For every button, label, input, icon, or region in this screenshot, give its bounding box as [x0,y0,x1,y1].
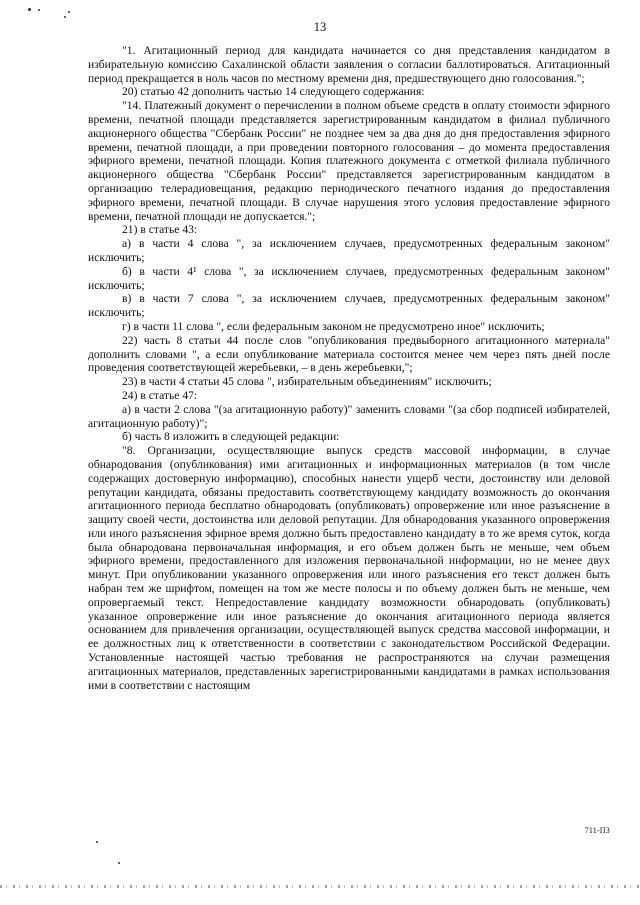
paragraph: б) в части 4¹ слова ", за исключением случаев, предусмотренных федеральным законом" исключить; [88,264,610,292]
paragraph: "14. Платежный документ о перечислении в полном объеме средств в оплату стоимости эфирного времени, печатной площади представляется зарегистрированным кандидатом в филиал публичного акционерного общества "Сбербанк России" не позднее чем за два дня до дня предоставления эфирного времени, печатной площади, а при проведении повторного голосования – до момента предоставления эфирного времени, печатной площади. Копия платежного документа с отметкой филиала публичного акционерного общества "Сбербанк России" представляется зарегистрированным кандидатом в организацию телерадиовещания, редакцию периодического печатного издания до предоставления эфирного времени, печатной площади. В случае нарушения этого условия предоставление эфирного времени, печатной площади не допускается."; [88,99,610,223]
paragraph: "1. Агитационный период для кандидата начинается со дня представления кандидатом в избирательную комиссию Сахалинской области заявления о согласии баллотироваться. Агитационный период прекращается в ноль часов по местному времени дня, предшествующего дню голосования."; [88,44,610,85]
scan-speck [38,9,40,11]
paragraph: 24) в статье 47: [122,388,198,402]
scan-speck [118,862,120,864]
scan-speck [64,16,66,18]
scan-speck [28,8,31,11]
paragraph: в) в части 7 слова ", за исключением случаев, предусмотренных федеральным законом" исключить; [88,292,610,320]
scan-speck [96,841,98,843]
paragraph: а) в части 2 слова "(за агитационную работу)" заменить словами "(за сбор подписей избирателей, агитационную работу)"; [88,402,610,430]
paragraph: г) в части 11 слова ", если федеральным законом не предусмотрено иное" исключить; [122,319,545,333]
footer-code: 711-П3 [584,826,610,835]
paragraph: 23) в части 4 статьи 45 слова ", избирательным объединениям" исключить; [122,375,492,389]
paragraph: 20) статью 42 дополнить частью 14 следующего содержания: [122,85,425,99]
scan-noise-line [0,885,640,888]
paragraph: б) часть 8 изложить в следующей редакции: [122,430,340,444]
scan-speck [68,11,70,13]
paragraph: 21) в статье 43: [122,223,198,237]
page-number: 13 [313,20,327,34]
paragraph: "8. Организации, осуществляющие выпуск средств массовой информации, в случае обнародования (опубликования) ими агитационных и информационных материалов (в том числе содержащих достоверную информацию), способных нанести ущерб чести, достоинству или деловой репутации кандидата, обязаны предоставить соответствующему кандидату возможность до окончания агитационного периода бесплатно обнародовать (опубликовать) опровержение или иное разъяснение в защиту своей чести, достоинства или деловой репутации. Для обнародования указанного опровержения или иного разъяснения эфирное время должно быть предоставлено кандидату в то же время суток, когда была обнародована первоначальная информация, и его объем должен быть не меньше, чем объем эфирного времени, предоставленного для изложения первоначальной информации, но не менее двух минут. При опубликовании указанного опровержения или иного разъяснения его текст должен быть набран тем же шрифтом, помещен на том же месте полосы и по объему должен быть не меньше, чем опровергаемый текст. Непредоставление кандидату возможности обнародовать (опубликовать) указанное опровержение или иное разъяснение до окончания агитационного периода является основанием для привлечения организации, осуществляющей выпуск средства массовой информации, и ее должностных лиц к ответственности в соответствии с законодательством Российской Федерации. Установленные настоящей частью требования не распространяются на случаи размещения агитационных материалов, представленных зарегистрированными кандидатами в рамках использования ими в соответствии с настоящим [88,444,610,692]
paragraph: а) в части 4 слова ", за исключением случаев, предусмотренных федеральным законом" исключить; [88,237,610,264]
paragraph: 22) часть 8 статьи 44 после слов "опубликования предвыборного агитационного материала" дополнить словами ", а если опубликование материала состоится менее чем через пять дней после проведения соответствующей жеребьевки, – в день жеребьевки,"; [88,333,610,375]
document-body [88,44,610,692]
